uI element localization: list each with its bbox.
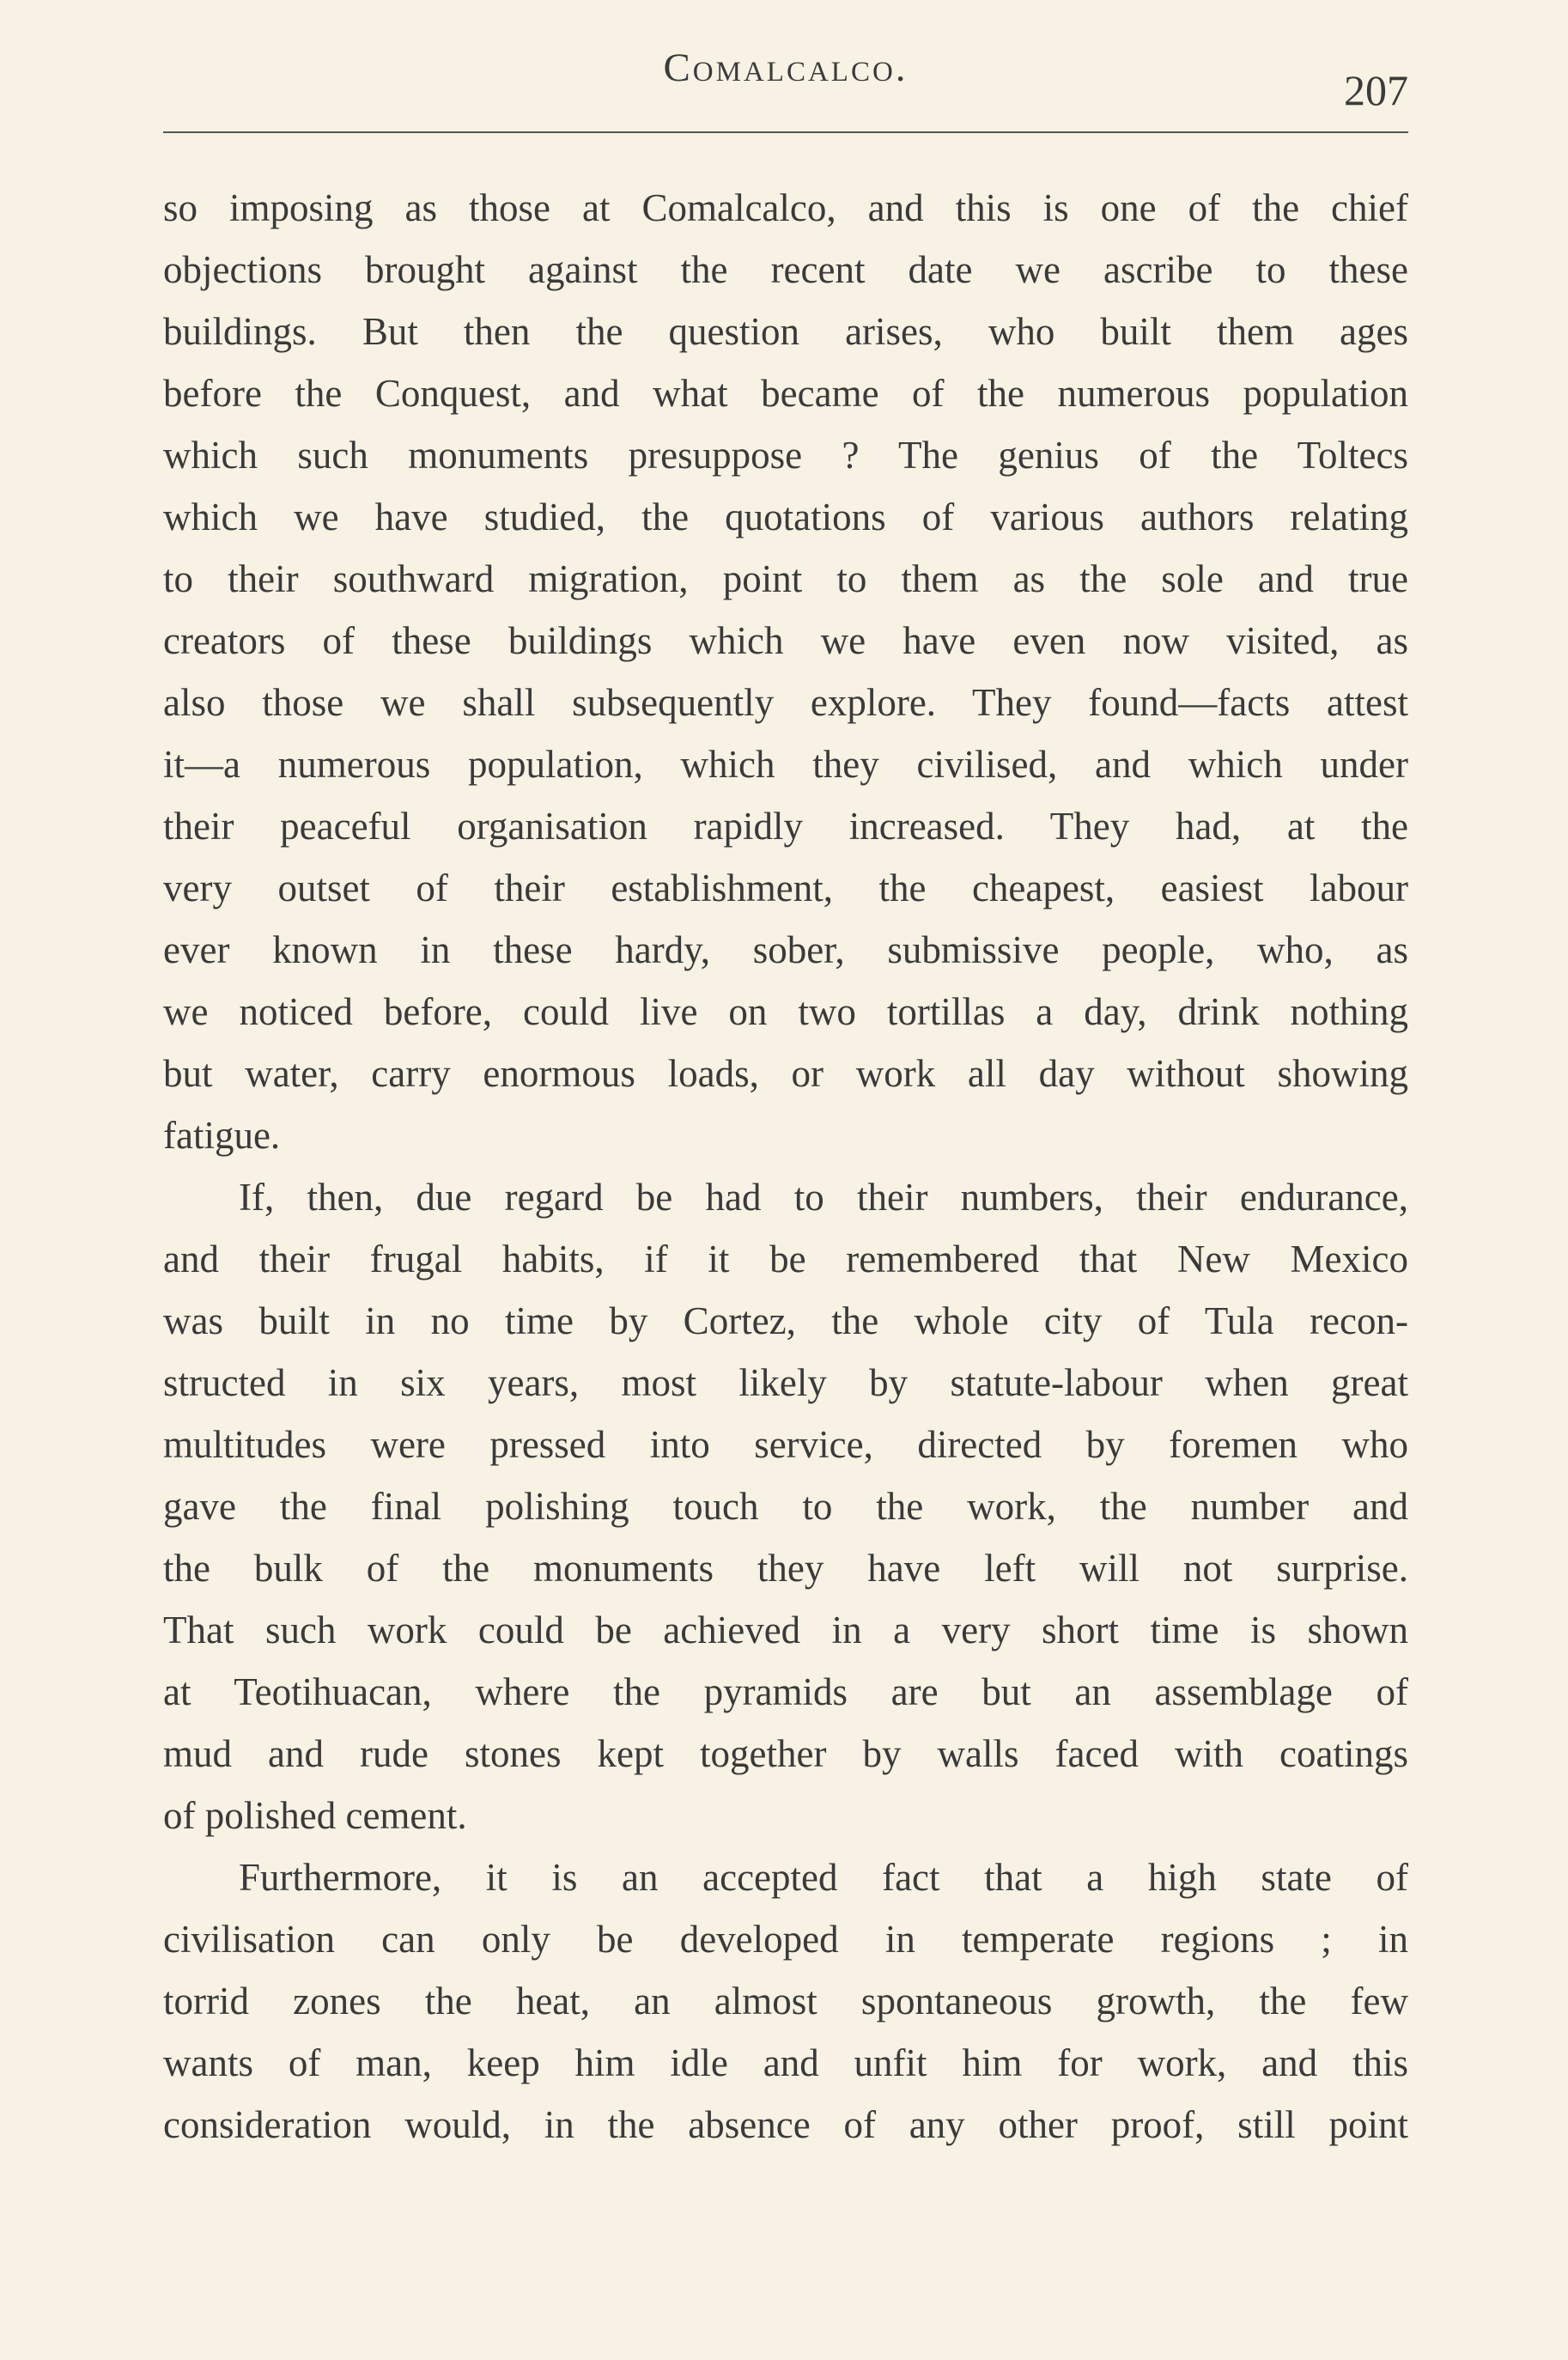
paragraph-end-line: of polished cement. <box>163 1794 467 1837</box>
text-line: but water, carry enormous loads, or work all day without showing <box>163 1052 1408 1095</box>
text-line: to their southward migration, point to them as the sole and true <box>163 557 1408 600</box>
text-line: buildings. But then the question arises, who built them ages <box>163 310 1408 353</box>
text-line: wants of man, keep him idle and unfit him for work, and this <box>163 2041 1408 2084</box>
running-head <box>163 45 1408 122</box>
text-line: at Teotihuacan, where the pyramids are but an assemblage of <box>163 1670 1408 1713</box>
text-line: gave the final polishing touch to the work, the number and <box>163 1485 1408 1528</box>
paragraph-start-line: Furthermore, it is an accepted fact that a high state of <box>239 1856 1408 1899</box>
text-line: structed in six years, most likely by statute-labour when great <box>163 1361 1408 1404</box>
text-line: before the Conquest, and what became of the numerous population <box>163 372 1408 415</box>
text-line: creators of these buildings which we have even now visited, as <box>163 619 1408 662</box>
text-line: torrid zones the heat, an almost spontaneous growth, the few <box>163 1980 1408 2022</box>
text-line: very outset of their establishment, the cheapest, easiest labour <box>163 867 1408 909</box>
text-line: we noticed before, could live on two tortillas a day, drink nothing <box>163 990 1408 1033</box>
header-rule <box>163 131 1408 133</box>
text-line: consideration would, in the absence of any other proof, still point <box>163 2103 1408 2146</box>
text-line: the bulk of the monuments they have left will not surprise. <box>163 1547 1408 1590</box>
text-line: multitudes were pressed into service, directed by foremen who <box>163 1423 1408 1466</box>
text-line: That such work could be achieved in a very short time is shown <box>163 1609 1408 1651</box>
text-line: and their frugal habits, if it be remembered that New Mexico <box>163 1238 1408 1280</box>
page-number: 207 <box>1344 66 1408 114</box>
text-line: ever known in these hardy, sober, submissive people, who, as <box>163 928 1408 971</box>
text-line: it—a numerous population, which they civilised, and which under <box>163 743 1408 786</box>
text-line: objections brought against the recent date we ascribe to these <box>163 248 1408 291</box>
body-text <box>163 177 1408 2156</box>
text-line: so imposing as those at Comalcalco, and this is one of the chief <box>163 186 1408 229</box>
text-line: also those we shall subsequently explore. They found—facts attest <box>163 681 1408 724</box>
text-line: was built in no time by Cortez, the whole city of Tula recon- <box>163 1299 1408 1342</box>
text-line: which such monuments presuppose ? The genius of the Toltecs <box>163 434 1408 477</box>
text-line: civilisation can only be developed in temperate regions ; in <box>163 1918 1408 1961</box>
paragraph-start-line: If, then, due regard be had to their numbers, their endurance, <box>239 1176 1408 1219</box>
text-line: mud and rude stones kept together by walls faced with coatings <box>163 1732 1408 1775</box>
paragraph-end-line: fatigue. <box>163 1114 281 1157</box>
text-line: their peaceful organisation rapidly increased. They had, at the <box>163 805 1408 848</box>
running-title: Comalcalco. <box>663 46 909 90</box>
text-line: which we have studied, the quotations of various authors relating <box>163 496 1408 538</box>
